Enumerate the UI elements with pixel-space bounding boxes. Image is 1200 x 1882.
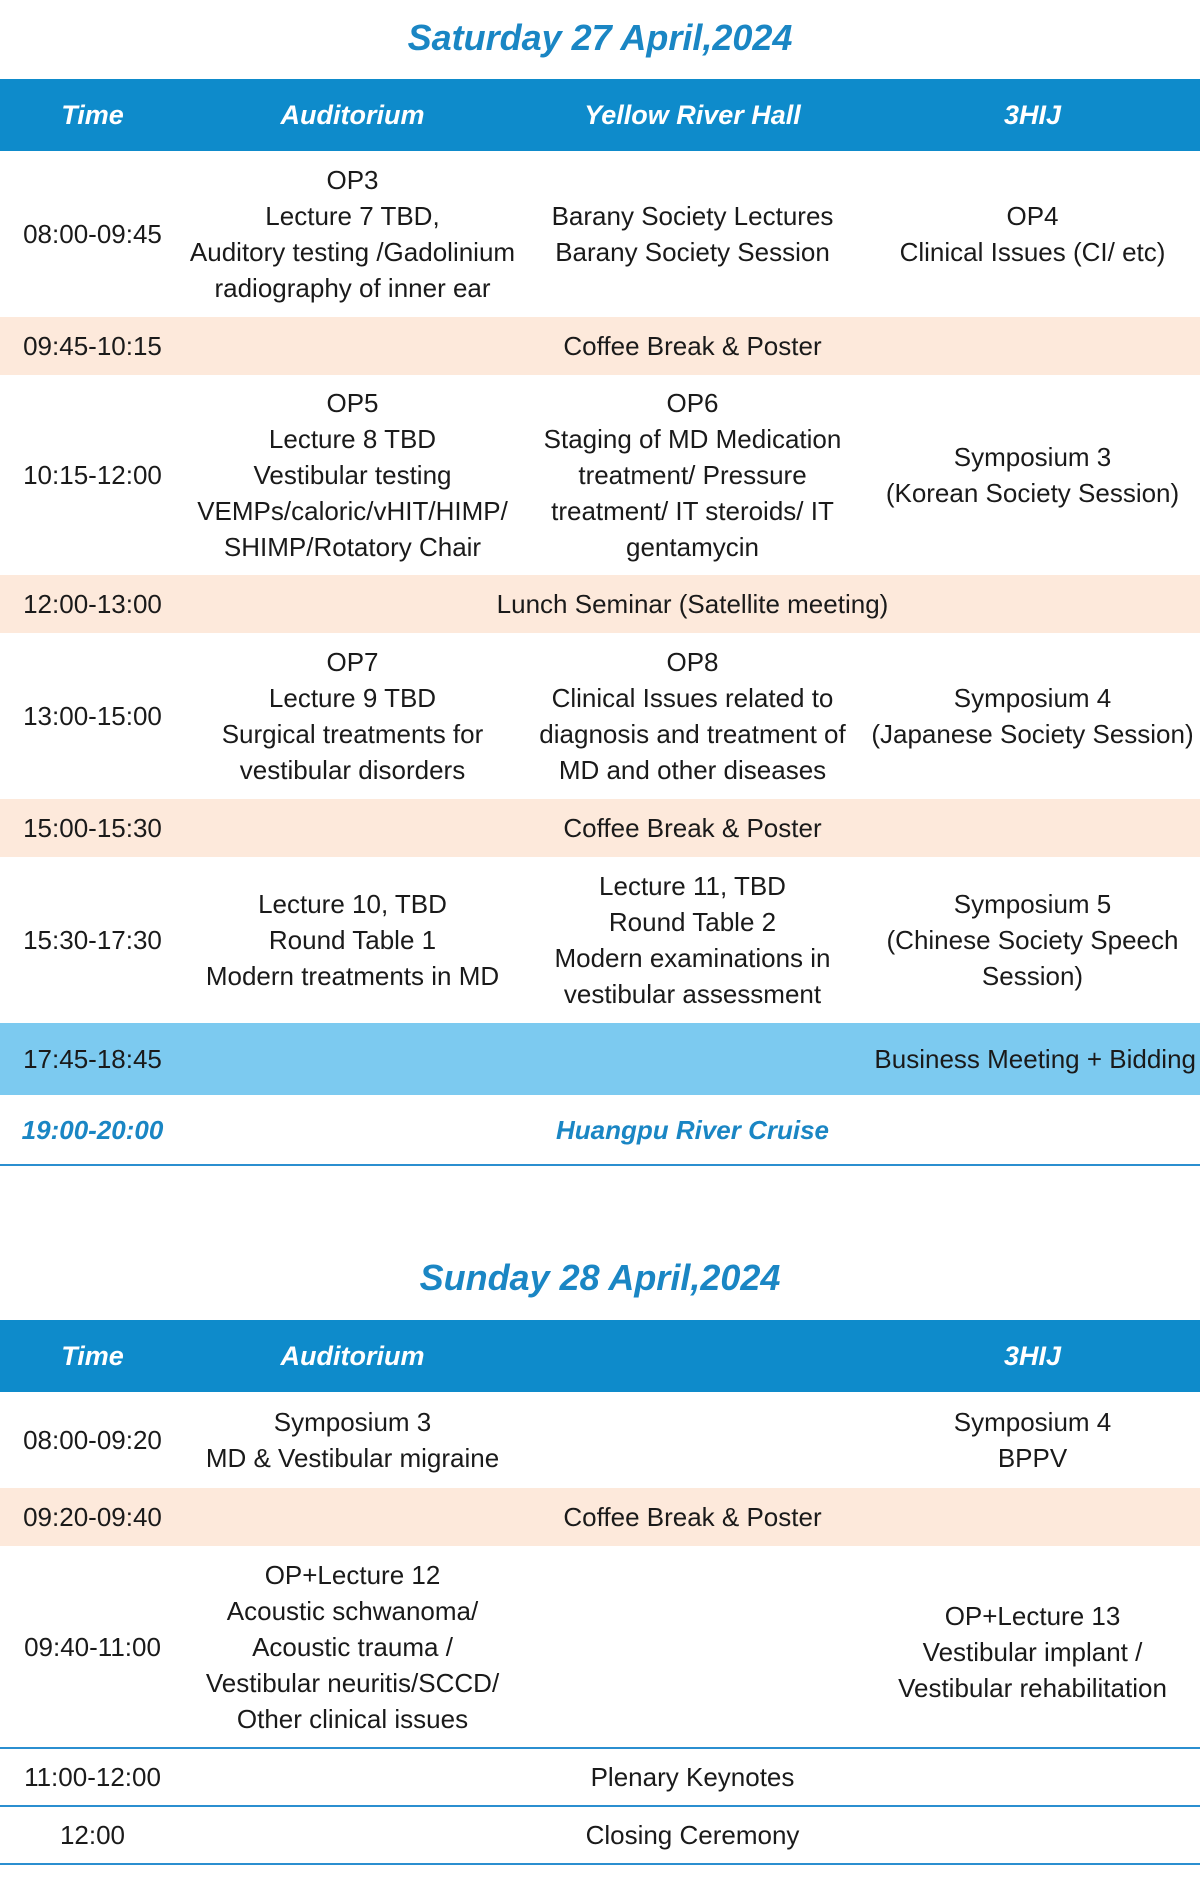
- cell-line: (Korean Society Session): [885, 478, 1180, 508]
- 3hij-cell: [865, 1392, 1200, 1488]
- cell-line: Other clinical issues: [236, 1703, 469, 1734]
- cell-line: Vestibular implant /: [922, 1636, 1143, 1667]
- cell-line: gentamycin: [626, 532, 759, 562]
- cell-line: diagnosis and treatment of: [539, 719, 846, 749]
- cell-line: Session): [981, 961, 1084, 991]
- table-row: [0, 575, 1200, 633]
- saturday-schedule-table: [0, 79, 1200, 1166]
- header-3hij: 3HIJ: [865, 79, 1200, 151]
- table-row: [0, 1748, 1200, 1806]
- time-cell: 08:00-09:20: [23, 1425, 162, 1455]
- table-row: [0, 1546, 1200, 1748]
- cell-line: vestibular disorders: [239, 755, 466, 785]
- auditorium-cell: [185, 151, 520, 317]
- cell-line: Clinical Issues related to: [551, 683, 834, 713]
- yellow-river-hall-cell: [520, 375, 865, 575]
- 3hij-cell: [865, 151, 1200, 317]
- time-cell: 13:00-15:00: [23, 701, 162, 731]
- cell-line: radiography of inner ear: [214, 273, 491, 303]
- cell-line: OP5: [326, 388, 379, 418]
- cell-line: Symposium 3: [953, 442, 1112, 472]
- coffee-break-cell: Coffee Break & Poster: [185, 1488, 1200, 1546]
- time-cell: 12:00-13:00: [0, 575, 185, 633]
- header-time: Time: [0, 79, 185, 151]
- 3hij-cell: [865, 375, 1200, 575]
- cell-line: Vestibular testing: [253, 460, 452, 490]
- table-row: [0, 375, 1200, 575]
- cell-line: Symposium 4: [953, 683, 1112, 713]
- cell-line: OP3: [326, 165, 379, 195]
- cell-line: OP8: [666, 647, 719, 677]
- cell-line: Vestibular rehabilitation: [898, 1672, 1167, 1703]
- cell-line: OP4: [1006, 201, 1059, 231]
- yellow-river-hall-cell: [520, 633, 865, 799]
- time-cell: 10:15-12:00: [23, 460, 162, 490]
- cell-line: Symposium 3: [273, 1407, 432, 1437]
- table-row: [0, 317, 1200, 375]
- cell-line: Barany Society Session: [555, 237, 830, 267]
- table-row: [0, 1023, 1200, 1095]
- cell-line: Symposium 5: [953, 889, 1112, 919]
- time-cell: 09:45-10:15: [0, 317, 185, 375]
- cell-line: Auditory testing /Gadolinium: [189, 237, 516, 267]
- cell-line: SHIMP/Rotatory Chair: [223, 532, 482, 562]
- table-row: [0, 1488, 1200, 1546]
- cell-line: Acoustic trauma /: [252, 1631, 453, 1662]
- auditorium-cell: [185, 1546, 520, 1748]
- cell-line: MD and other diseases: [558, 755, 827, 785]
- cell-line: Lecture 8 TBD: [268, 424, 437, 454]
- cell-line: (Japanese Society Session): [871, 719, 1194, 749]
- cell-line: treatment/ IT steroids/ IT: [551, 496, 834, 526]
- yellow-river-hall-cell: [520, 151, 865, 317]
- time-cell: 15:00-15:30: [0, 799, 185, 857]
- cell-line: Acoustic schwanoma/: [226, 1595, 479, 1626]
- cell-line: Round Table 2: [608, 907, 777, 937]
- cell-line: VEMPs/caloric/vHIT/HIMP/: [197, 496, 508, 526]
- coffee-break-cell: Coffee Break & Poster: [185, 317, 1200, 375]
- cell-line: OP7: [326, 647, 379, 677]
- 3hij-cell: [865, 1546, 1200, 1748]
- cell-line: Lecture 7 TBD,: [265, 201, 440, 231]
- cell-line: treatment/ Pressure: [578, 460, 807, 490]
- auditorium-cell: [185, 375, 520, 575]
- river-cruise-cell: Huangpu River Cruise: [185, 1095, 1200, 1165]
- sunday-header-row: [0, 1320, 1200, 1392]
- time-cell: 19:00-20:00: [0, 1095, 185, 1165]
- table-row: [0, 799, 1200, 857]
- header-empty: [520, 1320, 865, 1392]
- saturday-title: Saturday 27 April,2024: [407, 17, 793, 58]
- cell-line: Lecture 10, TBD: [258, 889, 447, 919]
- header-3hij: 3HIJ: [865, 1320, 1200, 1392]
- lunch-seminar-cell: Lunch Seminar (Satellite meeting): [185, 575, 1200, 633]
- closing-ceremony-cell: Closing Ceremony: [185, 1806, 1200, 1864]
- cell-line: OP6: [666, 388, 719, 418]
- header-auditorium: Auditorium: [185, 79, 520, 151]
- cell-line: Round Table 1: [268, 925, 437, 955]
- cell-line: (Chinese Society Speech: [886, 925, 1179, 955]
- table-row: [0, 1095, 1200, 1165]
- plenary-keynotes-cell: Plenary Keynotes: [185, 1748, 1200, 1806]
- table-row: [0, 151, 1200, 317]
- cell-line: Lecture 11, TBD: [599, 871, 786, 901]
- cell-line: MD & Vestibular migraine: [205, 1443, 500, 1473]
- yellow-river-hall-cell: [520, 857, 865, 1023]
- time-cell: 12:00: [0, 1806, 185, 1864]
- saturday-header-row: [0, 79, 1200, 151]
- cell-line: Modern examinations in: [554, 943, 831, 973]
- sunday-schedule-table: [0, 1320, 1200, 1865]
- time-cell: 09:20-09:40: [0, 1488, 185, 1546]
- cell-line: Clinical Issues (CI/ etc): [899, 237, 1166, 267]
- empty-cell: [520, 1546, 865, 1748]
- cell-line: BPPV: [997, 1443, 1068, 1473]
- time-cell: 08:00-09:45: [23, 219, 162, 249]
- cell-line: OP+Lecture 13: [944, 1600, 1121, 1631]
- sunday-title: Sunday 28 April,2024: [419, 1257, 781, 1298]
- table-row: [0, 1392, 1200, 1488]
- business-meeting-cell: Business Meeting + Bidding: [185, 1023, 1200, 1095]
- table-row: [0, 857, 1200, 1023]
- 3hij-cell: [865, 857, 1200, 1023]
- header-yellow-river-hall: Yellow River Hall: [520, 79, 865, 151]
- cell-line: Surgical treatments for: [221, 719, 484, 749]
- table-row: [0, 633, 1200, 799]
- auditorium-cell: [185, 1392, 520, 1488]
- cell-line: Barany Society Lectures: [551, 201, 834, 231]
- cell-line: vestibular assessment: [563, 979, 822, 1009]
- auditorium-cell: [185, 857, 520, 1023]
- cell-line: Modern treatments in MD: [205, 961, 500, 991]
- cell-line: Staging of MD Medication: [543, 424, 842, 454]
- header-auditorium: Auditorium: [185, 1320, 520, 1392]
- coffee-break-cell: Coffee Break & Poster: [185, 799, 1200, 857]
- cell-line: OP+Lecture 12: [264, 1559, 441, 1590]
- time-cell: 15:30-17:30: [23, 925, 162, 955]
- time-cell: 09:40-11:00: [0, 1546, 185, 1748]
- cell-line: Symposium 4: [953, 1407, 1112, 1437]
- auditorium-cell: [185, 633, 520, 799]
- table-row: [0, 1806, 1200, 1864]
- time-cell: 11:00-12:00: [0, 1748, 185, 1806]
- header-time: Time: [0, 1320, 185, 1392]
- cell-line: Vestibular neuritis/SCCD/: [205, 1667, 500, 1698]
- time-cell: 17:45-18:45: [0, 1023, 185, 1095]
- 3hij-cell: [865, 633, 1200, 799]
- cell-line: Lecture 9 TBD: [268, 683, 437, 713]
- empty-cell: [520, 1392, 865, 1488]
